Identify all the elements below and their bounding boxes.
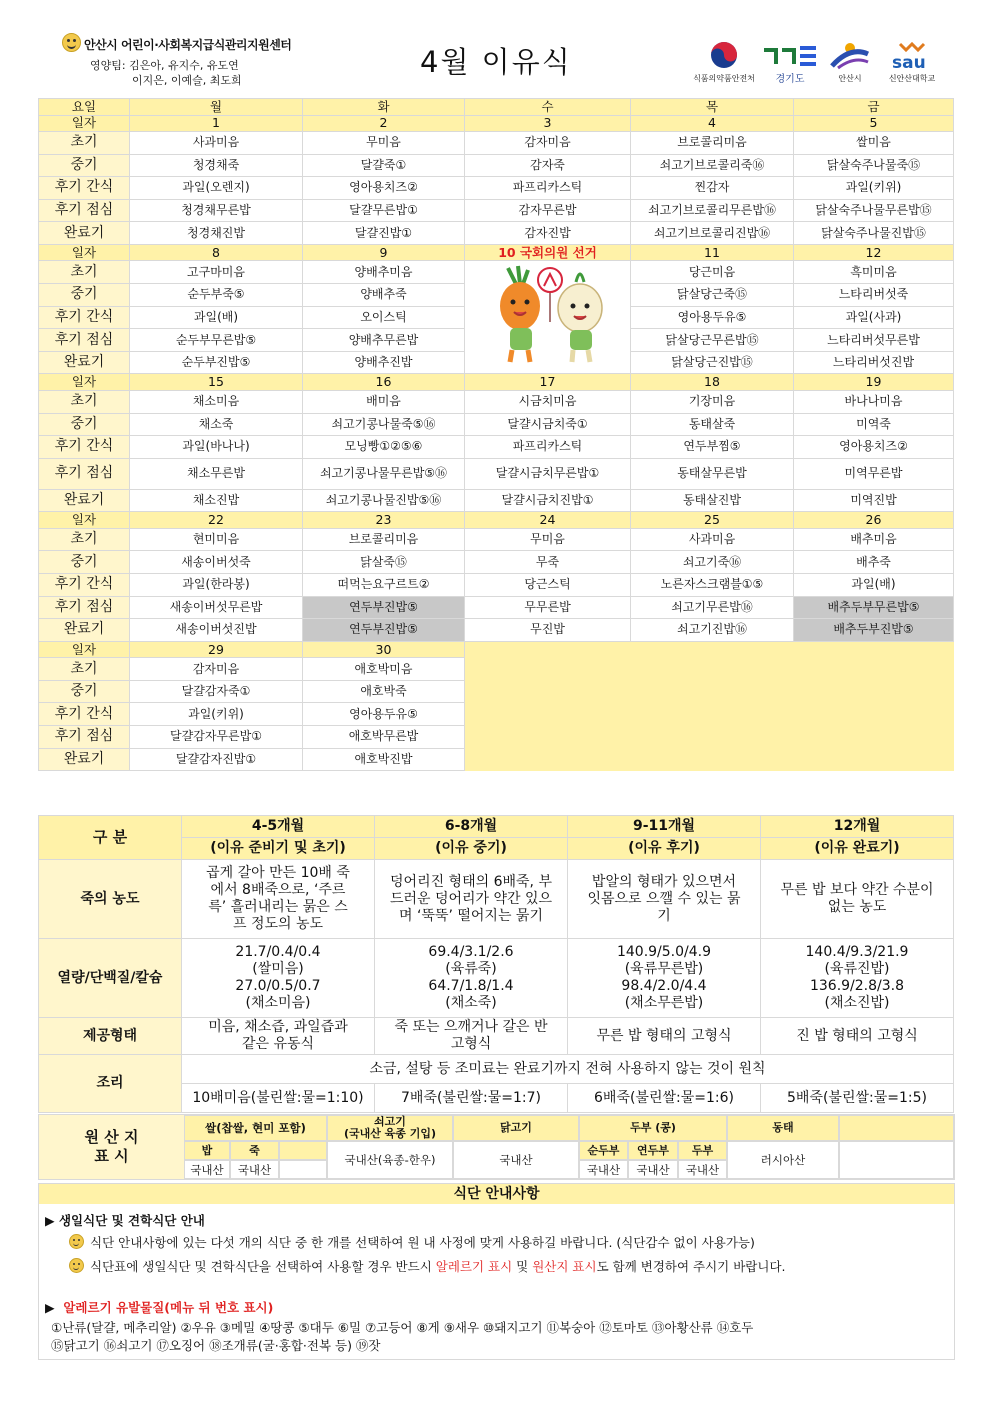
tofu-value: 국내산 bbox=[579, 1160, 628, 1179]
row-label: 초기 bbox=[39, 132, 130, 155]
date-cell: 30 bbox=[303, 641, 465, 658]
menu-cell: 영아용두유⑤ bbox=[631, 306, 794, 329]
date-label: 일자 bbox=[39, 115, 130, 132]
nutrition-value: 27.0/0.5/0.7 bbox=[235, 978, 321, 994]
date-cell: 8 bbox=[130, 244, 303, 261]
menu-cell: 무진밥 bbox=[465, 619, 631, 642]
menu-cell: 닭살숙주나물죽⑮ bbox=[794, 154, 954, 177]
menu-cell: 감자죽 bbox=[465, 154, 631, 177]
menu-cell: 동태살진밥 bbox=[631, 489, 794, 512]
menu-cell: 순두부죽⑤ bbox=[130, 284, 303, 307]
menu-row bbox=[39, 596, 954, 619]
notice-section bbox=[38, 1183, 955, 1360]
menu-cell: 쇠고기무른밥⑯ bbox=[631, 596, 794, 619]
stage-months: 6-8개월 bbox=[375, 816, 568, 838]
menu-cell: 닭살당근죽⑮ bbox=[631, 284, 794, 307]
menu-cell: 감자미음 bbox=[130, 658, 303, 681]
tofu-header: 두부 (콩) bbox=[579, 1115, 727, 1141]
menu-cell: 당근미음 bbox=[631, 261, 794, 284]
nutrition-value: 69.4/3.1/2.6 bbox=[428, 944, 514, 960]
menu-cell: 미역진밥 bbox=[794, 489, 954, 512]
row-label: 후기 점심 bbox=[39, 329, 130, 352]
menu-cell: 무미음 bbox=[465, 528, 631, 551]
date-label: 일자 bbox=[39, 374, 130, 391]
date-cell: 29 bbox=[130, 641, 303, 658]
origin-title-line: 표 시 bbox=[94, 1147, 129, 1165]
chicken-header: 닭고기 bbox=[453, 1115, 579, 1141]
nutrition-food: (채소미음) bbox=[245, 995, 311, 1011]
ratio-cell: 5배죽(불린쌀:물=1:5) bbox=[761, 1084, 954, 1113]
sau-logo-icon: sau 신안산대학교 bbox=[880, 38, 944, 72]
row-label: 중기 bbox=[39, 154, 130, 177]
stage-months: 12개월 bbox=[761, 816, 954, 838]
date-cell: 25 bbox=[631, 512, 794, 529]
menu-row bbox=[39, 132, 954, 155]
date-label: 일자 bbox=[39, 244, 130, 261]
date-cell: 26 bbox=[794, 512, 954, 529]
ansan-logo-icon: 안산시 bbox=[824, 38, 876, 72]
menu-cell: 바나나미음 bbox=[794, 390, 954, 413]
date-cell: 2 bbox=[303, 115, 465, 132]
date-cell: 19 bbox=[794, 374, 954, 391]
menu-cell: 브로콜리미음 bbox=[631, 132, 794, 155]
date-cell: 22 bbox=[130, 512, 303, 529]
menu-cell: 과일(사과) bbox=[794, 306, 954, 329]
rice-sub-empty bbox=[279, 1141, 327, 1160]
menu-cell: 채소죽 bbox=[130, 413, 303, 436]
menu-cell: 양배추무른밥 bbox=[303, 329, 465, 352]
date-cell: 12 bbox=[794, 244, 954, 261]
row-label: 후기 간식 bbox=[39, 436, 130, 459]
menu-cell: 달걀감자죽① bbox=[130, 680, 303, 703]
beef-header-line: 쇠고기 bbox=[374, 1115, 406, 1128]
form-cell: 무른 밥 형태의 고형식 bbox=[568, 1018, 761, 1055]
cook-note-row bbox=[39, 1055, 954, 1084]
menu-cell: 새송이버섯죽 bbox=[130, 551, 303, 574]
menu-cell: 미역죽 bbox=[794, 413, 954, 436]
menu-cell: 양배추진밥 bbox=[303, 351, 465, 374]
menu-cell: 당근스틱 bbox=[465, 574, 631, 597]
staff-line-2: 이지은, 이예슬, 최도희 bbox=[132, 74, 242, 87]
menu-cell: 배추두부무른밥⑤ bbox=[794, 596, 954, 619]
menu-cell: 달걀무른밥① bbox=[303, 199, 465, 222]
nutrition-value: 140.9/5.0/4.9 bbox=[616, 944, 712, 960]
menu-row bbox=[39, 413, 954, 436]
smiley-logo-icon bbox=[62, 33, 81, 52]
row-label: 초기 bbox=[39, 658, 130, 681]
center-name: 안산시 어린이·사회복지급식관리지원센터 bbox=[84, 38, 292, 52]
menu-cell: 채소미음 bbox=[130, 390, 303, 413]
row-label: 후기 점심 bbox=[39, 596, 130, 619]
row-label: 후기 점심 bbox=[39, 199, 130, 222]
date-cell: 4 bbox=[631, 115, 794, 132]
tofu-sub: 순두부 bbox=[579, 1141, 628, 1160]
menu-cell: 연두부진밥⑤ bbox=[303, 619, 465, 642]
rice-header: 쌀(찹쌀, 현미 포함) bbox=[184, 1115, 327, 1141]
menu-cell: 애호박진밥 bbox=[303, 748, 465, 771]
date-cell: 24 bbox=[465, 512, 631, 529]
beef-value: 국내산(육종-한우) bbox=[327, 1141, 453, 1179]
menu-cell: 찐감자 bbox=[631, 177, 794, 200]
date-cell: 17 bbox=[465, 374, 631, 391]
menu-cell: 쇠고기죽⑯ bbox=[631, 551, 794, 574]
menu-cell: 과일(배) bbox=[794, 574, 954, 597]
stage-months: 4-5개월 bbox=[182, 816, 375, 838]
menu-cell: 무죽 bbox=[465, 551, 631, 574]
menu-cell: 과일(오렌지) bbox=[130, 177, 303, 200]
weekday-row bbox=[39, 99, 954, 116]
form-cell: 진 밥 형태의 고형식 bbox=[761, 1018, 954, 1055]
menu-cell: 시금치미음 bbox=[465, 390, 631, 413]
menu-cell: 동태살죽 bbox=[631, 413, 794, 436]
menu-cell: 과일(한라봉) bbox=[130, 574, 303, 597]
menu-cell: 과일(키위) bbox=[794, 177, 954, 200]
menu-cell: 영아용치즈② bbox=[303, 177, 465, 200]
menu-cell: 달걀감자진밥① bbox=[130, 748, 303, 771]
menu-cell: 노른자스크램블①⑤ bbox=[631, 574, 794, 597]
date-cell: 3 bbox=[465, 115, 631, 132]
menu-cell: 순두부무른밥⑤ bbox=[130, 329, 303, 352]
menu-cell: 브로콜리미음 bbox=[303, 528, 465, 551]
row-label: 후기 간식 bbox=[39, 306, 130, 329]
pollock-value: 러시아산 bbox=[727, 1141, 839, 1179]
arrow-icon: ▶ bbox=[45, 1300, 55, 1315]
menu-cell: 달걀시금치무른밥① bbox=[465, 458, 631, 489]
stage-months: 9-11개월 bbox=[568, 816, 761, 838]
menu-cell: 감자무른밥 bbox=[465, 199, 631, 222]
rice-sub: 밥 bbox=[184, 1141, 230, 1160]
row-label: 후기 간식 bbox=[39, 574, 130, 597]
menu-cell: 과일(키위) bbox=[130, 703, 303, 726]
row-label: 후기 간식 bbox=[39, 177, 130, 200]
menu-cell: 쇠고기콩나물진밥⑤⑯ bbox=[303, 489, 465, 512]
date-label: 일자 bbox=[39, 641, 130, 658]
menu-cell: 느타리버섯진밥 bbox=[794, 351, 954, 374]
allergy-mark-text: 알레르기 표시 bbox=[435, 1259, 513, 1274]
notice-text: 식단 안내사항에 있는 다섯 개의 식단 중 한 개를 선택하여 원 내 사정에 맞게 사용하길 바랍니다. (식단감수 없이 사용가능) bbox=[90, 1235, 755, 1250]
nutrition-food: (채소무른밥) bbox=[624, 995, 704, 1011]
menu-row bbox=[39, 458, 954, 489]
mfds-logo-icon: 식품의약품안전처 bbox=[692, 38, 756, 72]
weekday-thu: 목 bbox=[631, 99, 794, 116]
nutrition-value: 136.9/2.8/3.8 bbox=[809, 978, 905, 994]
menu-cell: 쇠고기진밥⑯ bbox=[631, 619, 794, 642]
date-cell: 9 bbox=[303, 244, 465, 261]
menu-cell: 파프리카스틱 bbox=[465, 177, 631, 200]
form-cell: 미음, 채소즙, 과일즙과 같은 유동식 bbox=[182, 1018, 375, 1055]
pollock-header: 동태 bbox=[727, 1115, 839, 1141]
nutrition-food: (쌀미음) bbox=[252, 961, 304, 977]
weekday-mon: 월 bbox=[130, 99, 303, 116]
nutrition-cell bbox=[375, 939, 568, 1018]
menu-cell: 애호박미음 bbox=[303, 658, 465, 681]
menu-row bbox=[39, 177, 954, 200]
menu-cell: 쇠고기콩나물죽⑤⑯ bbox=[303, 413, 465, 436]
menu-cell: 청경채죽 bbox=[130, 154, 303, 177]
menu-cell: 사과미음 bbox=[130, 132, 303, 155]
menu-cell: 쇠고기브로콜리진밥⑯ bbox=[631, 222, 794, 245]
nutrition-cell bbox=[568, 939, 761, 1018]
thickness-cell: 덩어리진 형태의 6배죽, 부드러운 덩어리가 약간 있으며 ‘뚝뚝’ 떨어지는 묽기 bbox=[375, 860, 568, 939]
date-row bbox=[39, 115, 954, 132]
menu-cell: 연두부진밥⑤ bbox=[303, 596, 465, 619]
date-row bbox=[39, 641, 954, 658]
notice-line bbox=[69, 1233, 755, 1251]
menu-row bbox=[39, 436, 954, 459]
menu-cell: 쌀미음 bbox=[794, 132, 954, 155]
menu-cell: 쇠고기브로콜리죽⑯ bbox=[631, 154, 794, 177]
weekday-tue: 화 bbox=[303, 99, 465, 116]
date-row bbox=[39, 374, 954, 391]
menu-cell: 기장미음 bbox=[631, 390, 794, 413]
origin-title bbox=[39, 1115, 184, 1179]
menu-cell: 달걀시금치진밥① bbox=[465, 489, 631, 512]
menu-row bbox=[39, 489, 954, 512]
date-row bbox=[39, 244, 954, 261]
menu-cell: 모닝빵①②⑤⑥ bbox=[303, 436, 465, 459]
origin-mark-text: 원산지 표시 bbox=[532, 1259, 597, 1274]
row-label: 완료기 bbox=[39, 489, 130, 512]
menu-row bbox=[39, 390, 954, 413]
menu-cell: 청경채진밥 bbox=[130, 222, 303, 245]
form-cell: 죽 또는 으깨거나 갈은 반고형식 bbox=[375, 1018, 568, 1055]
election-illustration bbox=[465, 261, 631, 374]
row-label: 후기 점심 bbox=[39, 458, 130, 489]
menu-row bbox=[39, 551, 954, 574]
nutrition-label: 열량/단백질/칼슘 bbox=[39, 939, 182, 1018]
tofu-sub: 두부 bbox=[678, 1141, 727, 1160]
row-label: 후기 점심 bbox=[39, 726, 130, 749]
division-label: 구 분 bbox=[39, 816, 182, 860]
menu-cell: 과일(배) bbox=[130, 306, 303, 329]
row-label: 초기 bbox=[39, 390, 130, 413]
form-row bbox=[39, 1018, 954, 1055]
menu-cell: 사과미음 bbox=[631, 528, 794, 551]
notice-section-title: ▶ 생일식단 및 견학식단 안내 bbox=[45, 1213, 205, 1228]
nutrition-value: 21.7/0.4/0.4 bbox=[235, 944, 321, 960]
date-cell: 5 bbox=[794, 115, 954, 132]
menu-cell: 닭살당근무른밥⑮ bbox=[631, 329, 794, 352]
menu-cell: 떠먹는요구르트② bbox=[303, 574, 465, 597]
thickness-label: 죽의 농도 bbox=[39, 860, 182, 939]
ratio-cell: 10배미음(불린쌀:물=1:10) bbox=[182, 1084, 375, 1113]
menu-cell: 감자진밥 bbox=[465, 222, 631, 245]
menu-cell: 쇠고기브로콜리무른밥⑯ bbox=[631, 199, 794, 222]
notice-section-title bbox=[45, 1298, 273, 1316]
menu-cell: 닭살당근진밥⑮ bbox=[631, 351, 794, 374]
menu-row bbox=[39, 199, 954, 222]
nutrition-cell bbox=[761, 939, 954, 1018]
form-label: 제공형태 bbox=[39, 1018, 182, 1055]
origin-empty-value bbox=[839, 1141, 954, 1179]
menu-cell: 파프리카스틱 bbox=[465, 436, 631, 459]
stage-name: (이유 후기) bbox=[568, 838, 761, 860]
menu-cell: 흑미미음 bbox=[794, 261, 954, 284]
menu-cell: 닭살죽⑮ bbox=[303, 551, 465, 574]
logo-strip bbox=[692, 38, 944, 86]
nutrition-food: (육류죽) bbox=[445, 961, 497, 977]
row-label: 완료기 bbox=[39, 748, 130, 771]
menu-cell: 오이스틱 bbox=[303, 306, 465, 329]
menu-cell: 달걀진밥① bbox=[303, 222, 465, 245]
tofu-sub: 연두부 bbox=[628, 1141, 678, 1160]
notice-text: 식단표에 생일식단 및 견학식단을 선택하여 사용할 경우 반드시 bbox=[90, 1259, 436, 1274]
tofu-value: 국내산 bbox=[678, 1160, 727, 1179]
weekday-wed: 수 bbox=[465, 99, 631, 116]
beef-header bbox=[327, 1115, 453, 1141]
menu-cell: 과일(바나나) bbox=[130, 436, 303, 459]
menu-cell: 양배추죽 bbox=[303, 284, 465, 307]
row-label: 완료기 bbox=[39, 619, 130, 642]
staff-line-1: 영양팀: 김은아, 유지수, 유도연 bbox=[90, 59, 239, 72]
menu-cell: 미역무른밥 bbox=[794, 458, 954, 489]
allergy-list: ①난류(달걀, 메추리알) ②우유 ③메밀 ④땅콩 ⑤대두 ⑥밀 ⑦고등어 ⑧게 ⑨새우 ⑩돼지고기 ⑪복숭아 ⑫토마토 ⑬아황산류 ⑭호두 bbox=[51, 1320, 754, 1335]
vegetable-characters-icon bbox=[488, 262, 608, 370]
menu-cell: 감자미음 bbox=[465, 132, 631, 155]
date-cell: 23 bbox=[303, 512, 465, 529]
stage-name: (이유 중기) bbox=[375, 838, 568, 860]
thickness-cell: 곱게 갈아 만든 10배 죽에서 8배죽으로, ‘주르륵’ 흘러내리는 묽은 스프 정도의 농도 bbox=[182, 860, 375, 939]
stage-name: (이유 준비기 및 초기) bbox=[182, 838, 375, 860]
rice-sub: 죽 bbox=[230, 1141, 279, 1160]
menu-cell: 새송이버섯진밥 bbox=[130, 619, 303, 642]
origin-title-line: 원 산 지 bbox=[84, 1128, 139, 1146]
menu-table bbox=[38, 98, 954, 771]
row-label: 중기 bbox=[39, 413, 130, 436]
smiley-icon bbox=[69, 1258, 84, 1273]
origin-empty-header bbox=[839, 1115, 954, 1141]
gyeonggi-logo-icon: 경기도 bbox=[760, 38, 820, 70]
menu-cell: 고구마미음 bbox=[130, 261, 303, 284]
allergy-list: ⑮닭고기 ⑯쇠고기 ⑰오징어 ⑱조개류(굴·홍합·전복 등) ⑲잣 bbox=[51, 1338, 381, 1353]
rice-value: 국내산 bbox=[230, 1160, 279, 1179]
menu-cell: 느타리버섯무른밥 bbox=[794, 329, 954, 352]
notice-text: 도 함께 변경하여 주시기 바랍니다. bbox=[596, 1259, 786, 1274]
menu-row bbox=[39, 574, 954, 597]
beef-header-line: (국내산 육종 기입) bbox=[343, 1127, 437, 1140]
thickness-row bbox=[39, 860, 954, 939]
menu-cell: 쇠고기콩나물무른밥⑤⑯ bbox=[303, 458, 465, 489]
chicken-value: 국내산 bbox=[453, 1141, 579, 1179]
svg-text:sau: sau bbox=[892, 53, 926, 70]
date-label: 일자 bbox=[39, 512, 130, 529]
menu-cell: 채소무른밥 bbox=[130, 458, 303, 489]
row-label: 중기 bbox=[39, 551, 130, 574]
row-label: 초기 bbox=[39, 261, 130, 284]
nutrition-row bbox=[39, 939, 954, 1018]
nutrition-cell bbox=[182, 939, 375, 1018]
nutrition-food: (육류무른밥) bbox=[624, 961, 704, 977]
menu-cell: 애호박무른밥 bbox=[303, 726, 465, 749]
menu-cell: 느타리버섯죽 bbox=[794, 284, 954, 307]
nutrition-value: 64.7/1.8/1.4 bbox=[428, 978, 514, 994]
menu-cell: 현미미음 bbox=[130, 528, 303, 551]
menu-cell: 순두부진밥⑤ bbox=[130, 351, 303, 374]
row-label: 완료기 bbox=[39, 222, 130, 245]
menu-row bbox=[39, 528, 954, 551]
menu-cell: 무무른밥 bbox=[465, 596, 631, 619]
nutrition-food: (채소죽) bbox=[445, 995, 497, 1011]
allergy-title: 알레르기 유발물질(메뉴 뒤 번호 표시) bbox=[63, 1300, 274, 1315]
menu-cell: 배추미음 bbox=[794, 528, 954, 551]
thickness-cell: 밥알의 형태가 있으면서 잇몸으로 으깰 수 있는 묽기 bbox=[568, 860, 761, 939]
menu-cell: 동태살무른밥 bbox=[631, 458, 794, 489]
menu-cell: 청경채무른밥 bbox=[130, 199, 303, 222]
nutrition-value: 140.4/9.3/21.9 bbox=[805, 944, 909, 960]
row-label: 완료기 bbox=[39, 351, 130, 374]
menu-cell: 영아용치즈② bbox=[794, 436, 954, 459]
menu-cell: 달걀죽① bbox=[303, 154, 465, 177]
cook-label: 조리 bbox=[39, 1055, 182, 1113]
menu-cell: 배추두부진밥⑤ bbox=[794, 619, 954, 642]
menu-row bbox=[39, 261, 954, 284]
menu-cell: 채소진밥 bbox=[130, 489, 303, 512]
menu-cell: 새송이버섯무른밥 bbox=[130, 596, 303, 619]
menu-row bbox=[39, 154, 954, 177]
weekday-label: 요일 bbox=[39, 99, 130, 116]
menu-row bbox=[39, 222, 954, 245]
ratio-cell: 6배죽(불린쌀:물=1:6) bbox=[568, 1084, 761, 1113]
rice-value: 국내산 bbox=[184, 1160, 230, 1179]
menu-cell: 양배추미음 bbox=[303, 261, 465, 284]
date-cell: 11 bbox=[631, 244, 794, 261]
page-header bbox=[0, 0, 992, 96]
menu-cell: 달걀감자무른밥① bbox=[130, 726, 303, 749]
stage-months-row bbox=[39, 816, 954, 838]
row-label: 중기 bbox=[39, 680, 130, 703]
thickness-cell: 무른 밥 보다 약간 수분이 없는 농도 bbox=[761, 860, 954, 939]
notice-line bbox=[69, 1257, 786, 1275]
menu-cell: 닭살숙주나물진밥⑮ bbox=[794, 222, 954, 245]
empty-area bbox=[465, 641, 954, 770]
notice-title: 식단 안내사항 bbox=[39, 1184, 954, 1204]
tofu-value: 국내산 bbox=[628, 1160, 678, 1179]
menu-cell: 달걀시금치죽① bbox=[465, 413, 631, 436]
menu-cell: 배추죽 bbox=[794, 551, 954, 574]
rice-value-empty bbox=[279, 1160, 327, 1179]
menu-cell: 영아용두유⑤ bbox=[303, 703, 465, 726]
cook-note: 소금, 설탕 등 조미료는 완료기까지 전혀 사용하지 않는 것이 원칙 bbox=[182, 1055, 954, 1084]
nutrition-food: (채소진밥) bbox=[824, 995, 890, 1011]
date-cell: 15 bbox=[130, 374, 303, 391]
date-row bbox=[39, 512, 954, 529]
nutrition-food: (육류진밥) bbox=[824, 961, 890, 977]
row-label: 중기 bbox=[39, 284, 130, 307]
row-label: 초기 bbox=[39, 528, 130, 551]
menu-cell: 닭살숙주나물무른밥⑮ bbox=[794, 199, 954, 222]
row-label: 후기 간식 bbox=[39, 703, 130, 726]
nutrition-value: 98.4/2.0/4.4 bbox=[621, 978, 707, 994]
menu-cell: 애호박죽 bbox=[303, 680, 465, 703]
menu-cell: 배미음 bbox=[303, 390, 465, 413]
date-cell: 16 bbox=[303, 374, 465, 391]
stage-info-table bbox=[38, 815, 954, 1113]
holiday-label: 10 국회의원 선거 bbox=[465, 244, 631, 261]
menu-cell: 무미음 bbox=[303, 132, 465, 155]
ratio-cell: 7배죽(불린쌀:물=1:7) bbox=[375, 1084, 568, 1113]
date-cell: 1 bbox=[130, 115, 303, 132]
menu-cell: 연두부찜⑤ bbox=[631, 436, 794, 459]
stage-name: (이유 완료기) bbox=[761, 838, 954, 860]
origin-section bbox=[38, 1114, 955, 1180]
menu-row bbox=[39, 619, 954, 642]
page-title: 4월 이유식 bbox=[420, 45, 572, 79]
smiley-icon bbox=[69, 1234, 84, 1249]
date-cell: 18 bbox=[631, 374, 794, 391]
weekday-fri: 금 bbox=[794, 99, 954, 116]
notice-text: 및 bbox=[512, 1259, 533, 1274]
